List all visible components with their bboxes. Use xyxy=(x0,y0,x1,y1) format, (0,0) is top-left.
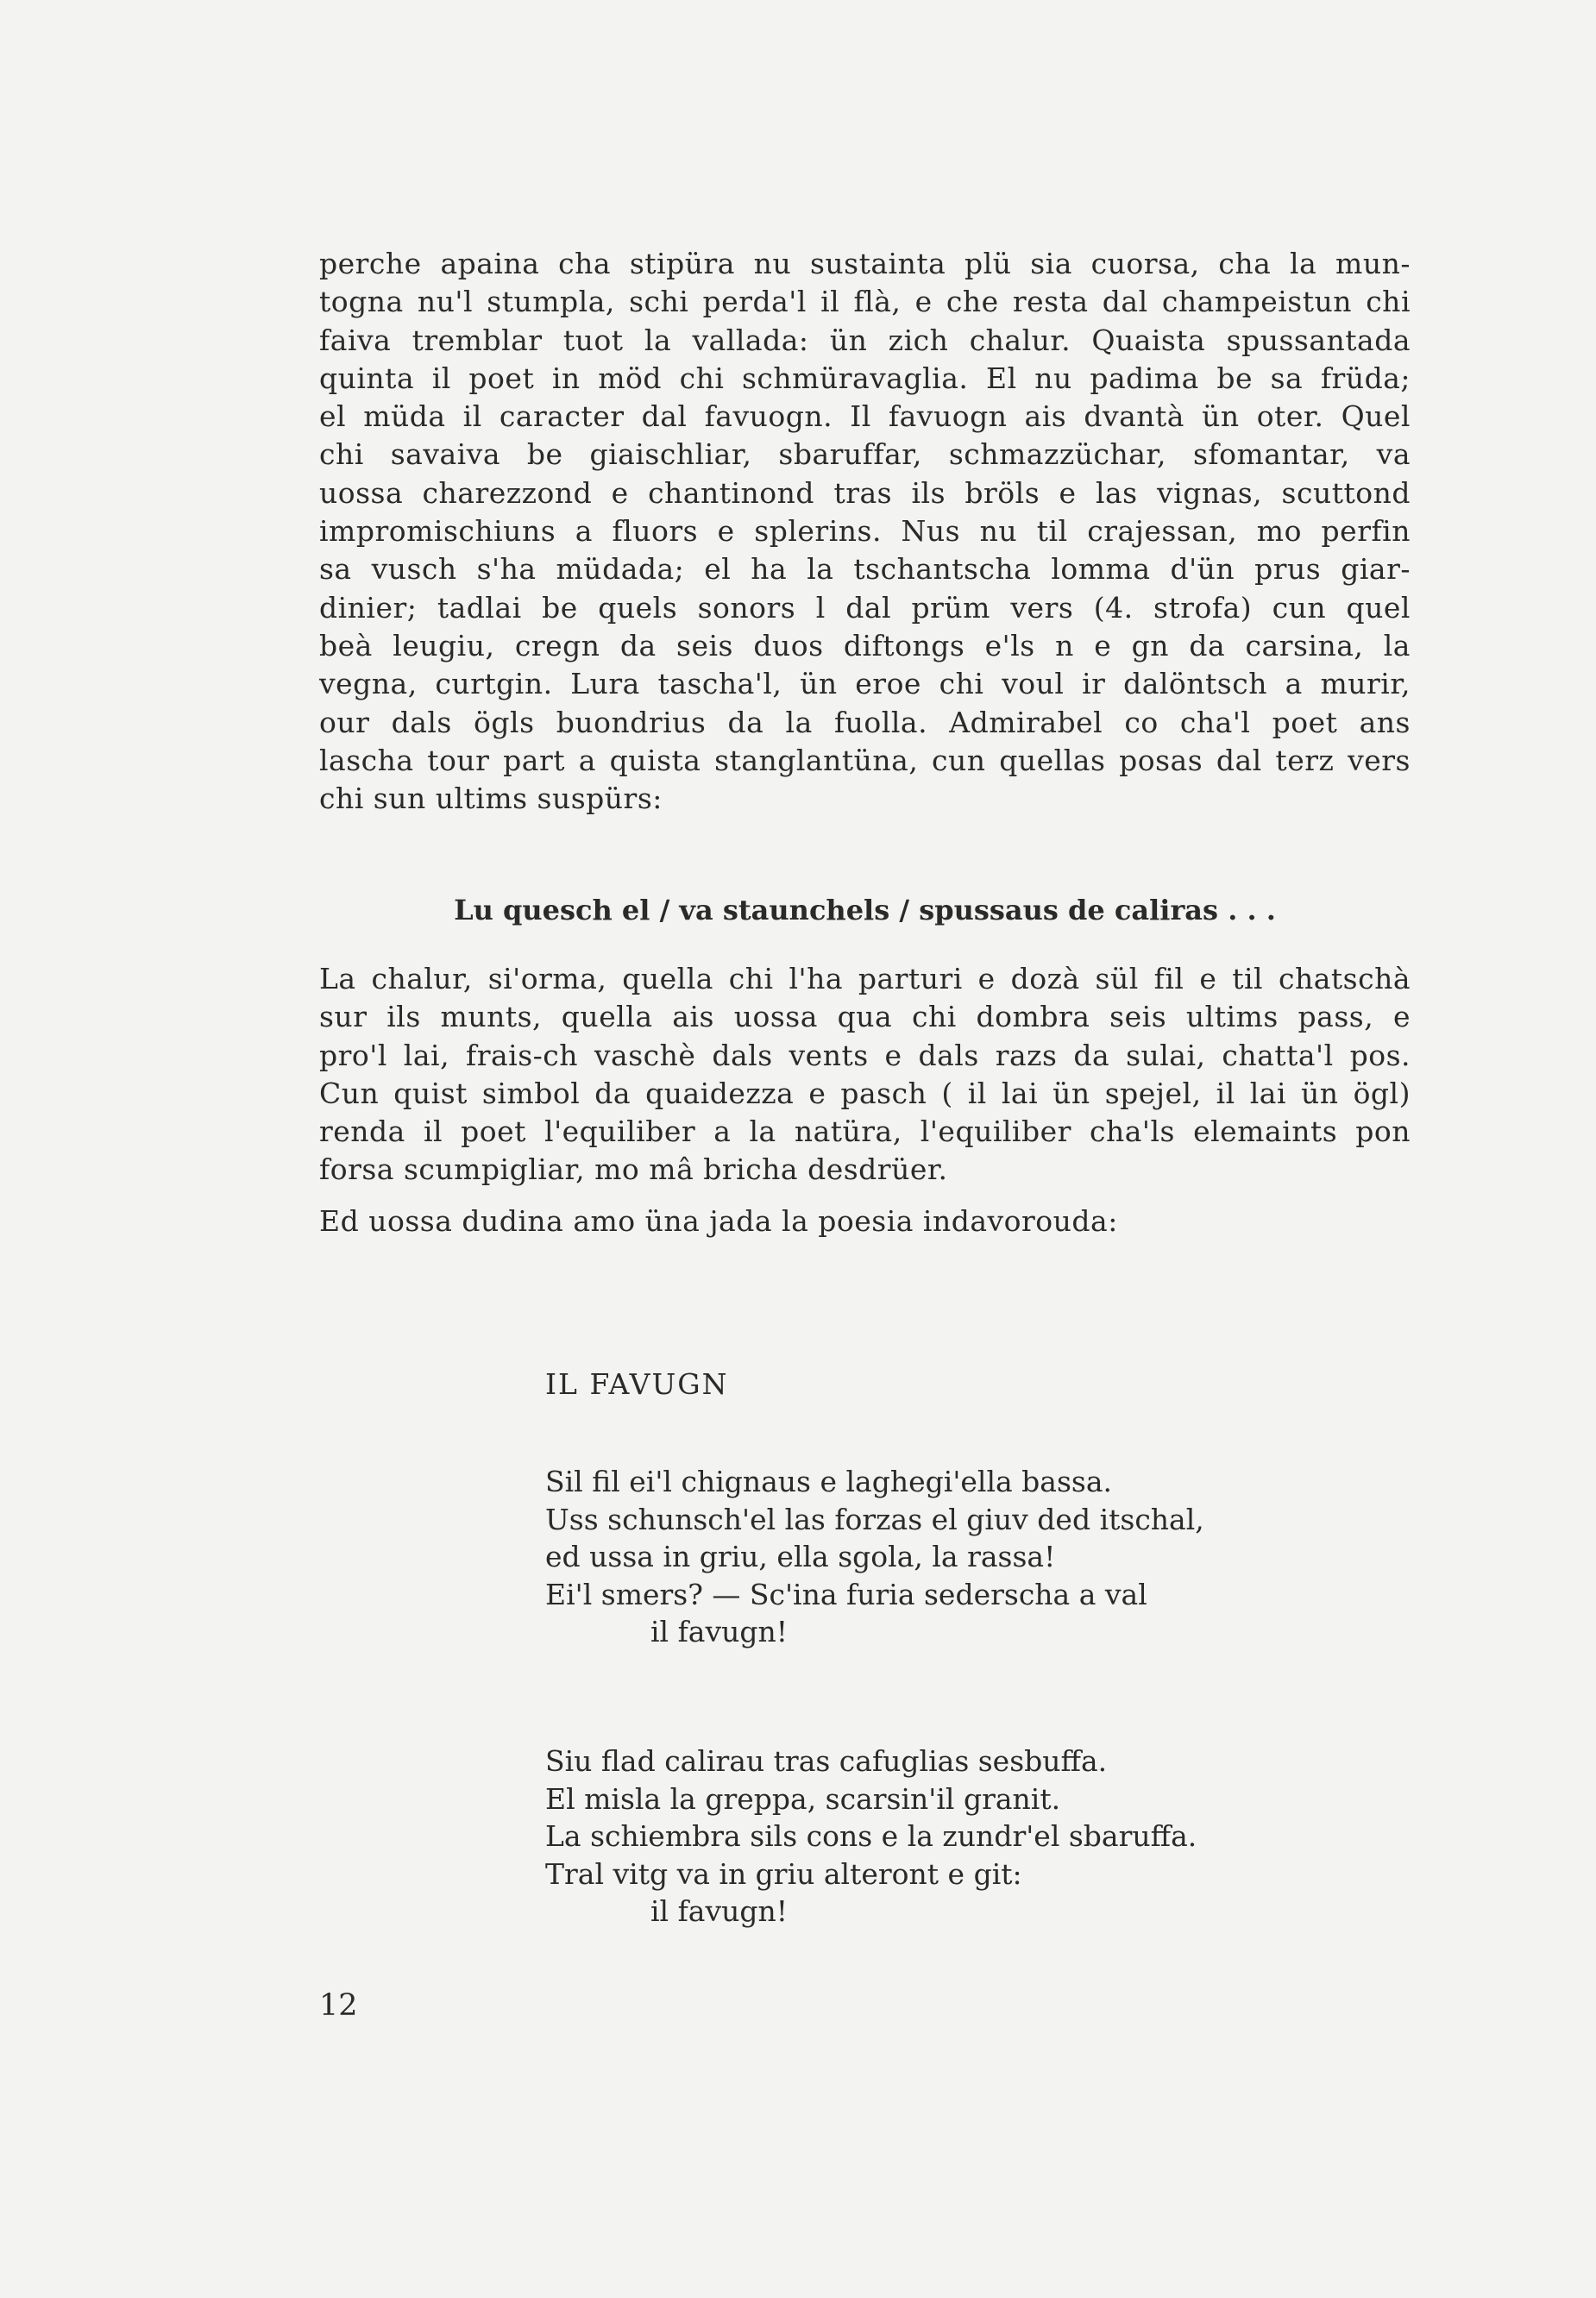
poem-stanza-2 xyxy=(545,1742,1197,1931)
poem-title: IL FAVUGN xyxy=(545,1367,729,1401)
text-line: forsa scumpigliar, mo mâ bricha desdrüer. xyxy=(319,1152,948,1187)
text-line: perche apaina cha stipüra nu sustainta plü sia cuorsa, cha la mun- xyxy=(319,247,1411,280)
text-line: La chalur, si'orma, quella chi l'ha parturi e dozà sül fil e til chatschà xyxy=(319,962,1411,995)
verse-line: Uss schunsch'el las forzas el giuv ded itschal, xyxy=(545,1502,1204,1536)
text-line: lascha tour part a quista stanglantüna, cun quellas posas dal terz vers xyxy=(319,743,1411,777)
paragraph-interpretation xyxy=(319,960,1411,1190)
verse-line: Tral vitg va in griu alteront e git: xyxy=(545,1856,1022,1891)
paragraph-analysis xyxy=(319,245,1411,818)
verse-line: ed ussa in griu, ella sgola, la rassa! xyxy=(545,1540,1056,1573)
verse-line: Ei'l smers? — Sc'ina furia sederscha a val xyxy=(545,1577,1147,1611)
text-line: vegna, curtgin. Lura tascha'l, ün eroe chi voul ir dalöntsch a murir, xyxy=(319,667,1411,701)
quoted-verse: Lu quesch el / va staunchels / spussaus de caliras . . . xyxy=(454,894,1276,926)
text-line: quinta il poet in möd chi schmüravaglia. El nu padima be sa früda; xyxy=(319,361,1411,395)
verse-line: El misla la greppa, scarsin'il granit. xyxy=(545,1781,1061,1816)
paragraph-intro-poem xyxy=(319,1202,1411,1240)
text-line: impromischiuns a fluors e splerins. Nus nu til crajessan, mo perfin xyxy=(319,514,1411,549)
text-line: Cun quist simbol da quaidezza e pasch ( il lai ün spejel, il lai ün ögl) xyxy=(319,1076,1411,1110)
text-line: dinier; tadlai be quels sonors l dal prüm vers (4. strofa) cun quel xyxy=(319,590,1411,625)
refrain-line: il favugn! xyxy=(650,1894,789,1928)
text-line: togna nu'l stumpla, schi perda'l il flà, e che resta dal champeistun chi xyxy=(319,285,1411,319)
text-line: our dals ögls buondrius da la fuolla. Admirabel co cha'l poet ans xyxy=(319,705,1411,739)
text-line: chi savaiva be giaischliar, sbaruffar, schmazzüchar, sfomantar, va xyxy=(319,437,1411,472)
text-line: el müda il caracter dal favuogn. Il favuogn ais dvantà ün oter. Quel xyxy=(319,399,1411,434)
text-line: sur ils munts, quella ais uossa qua chi dombra seis ultims pass, e xyxy=(319,1000,1411,1034)
text-line: faiva tremblar tuot la vallada: ün zich chalur. Quaista spussantada xyxy=(319,323,1411,357)
text-line: uossa charezzond e chantinond tras ils bröls e las vignas, scuttond xyxy=(319,475,1411,510)
poem-stanza-1 xyxy=(545,1463,1204,1651)
refrain-line: il favugn! xyxy=(650,1615,789,1648)
text-line: Ed uossa dudina amo üna jada la poesia indavorouda: xyxy=(319,1204,1118,1238)
text-line: renda il poet l'equiliber a la natüra, l'equiliber cha'ls elemaints pon xyxy=(319,1114,1411,1149)
text-line: sa vusch s'ha müdada; el ha la tschantscha lomma d'ün prus giar- xyxy=(319,552,1411,587)
verse-line: Siu flad calirau tras cafuglias sesbuffa. xyxy=(545,1744,1108,1778)
text-line: beà leugiu, cregn da seis duos diftongs e'ls n e gn da carsina, la xyxy=(319,628,1411,662)
page-number: 12 xyxy=(319,1988,358,2023)
text-line: pro'l lai, frais-ch vaschè dals vents e dals razs da sulai, chatta'l pos. xyxy=(319,1038,1411,1072)
verse-line: La schiembra sils cons e la zundr'el sbaruffa. xyxy=(545,1819,1197,1853)
verse-line: Sil fil ei'l chignaus e laghegi'ella bassa. xyxy=(545,1465,1113,1498)
text-line: chi sun ultims suspürs: xyxy=(319,782,663,816)
